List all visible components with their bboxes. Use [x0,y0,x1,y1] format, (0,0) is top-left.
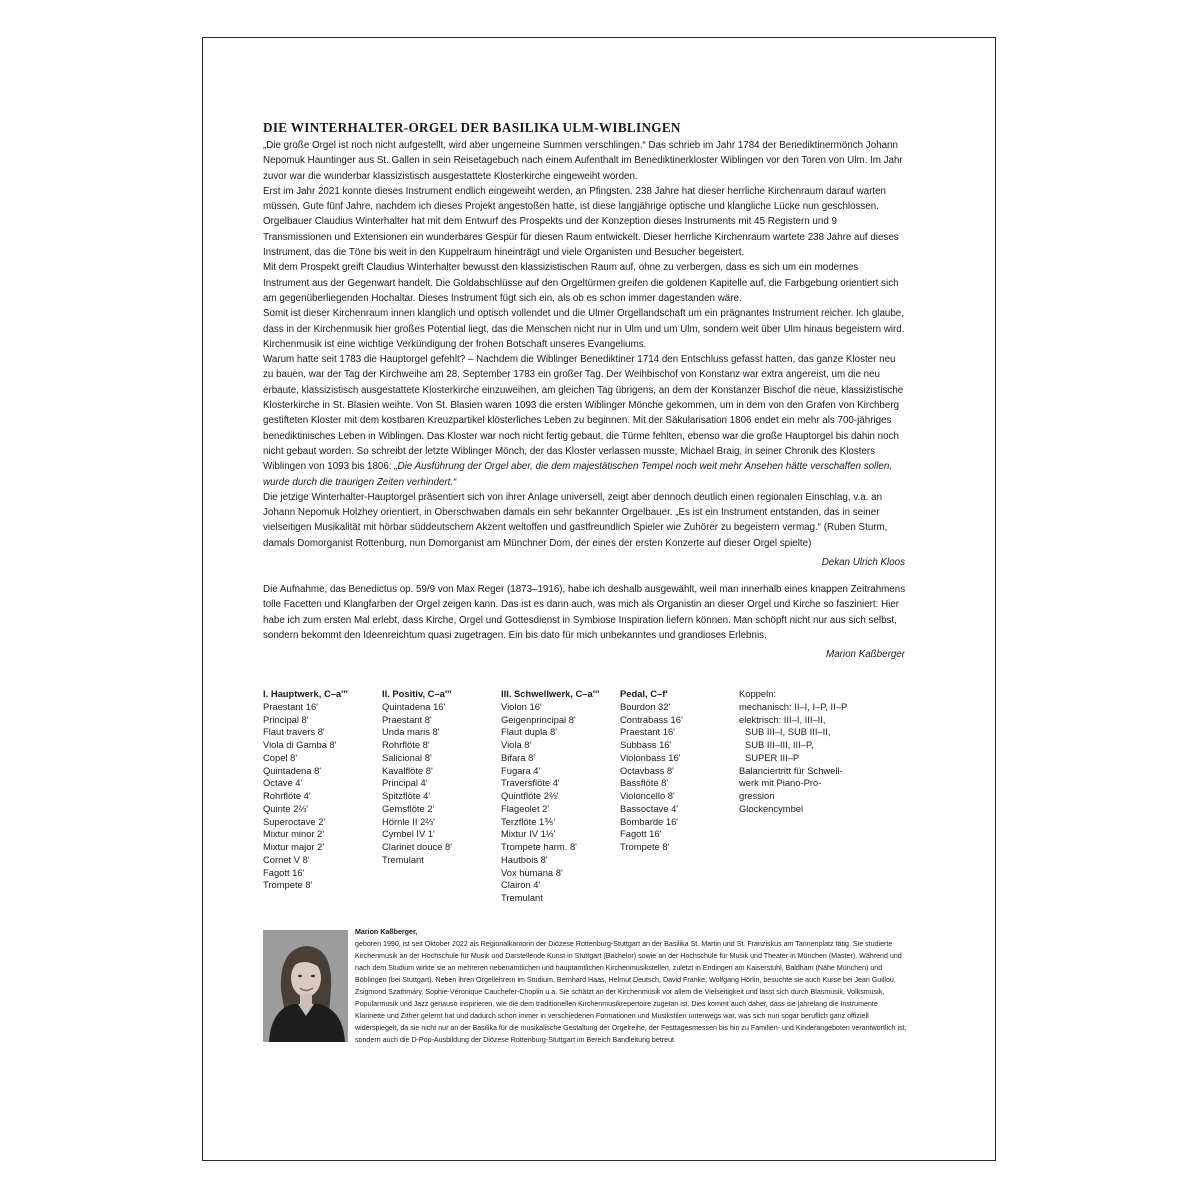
biography [263,927,906,1137]
article-paragraph: Somit ist dieser Kirchenraum innen klanglich und optisch vollendet und die Ulmer Orgellandschaft um ein prägnantes Instrument reicher. Ich glaube, dass in der Kirchenmusik hier großes Potential liegt, das die Menschen nicht nur in Ulm und um Ulm, sondern weit über Ulm hinaus begeistern wird. Kirchenmusik ist eine wichtige Verkündigung der frohen Botschaft unseres Evangeliums. [263,308,905,350]
article-title: DIE WINTERHALTER-ORGEL DER BASILIKA ULM-WIBLINGEN [263,120,681,135]
stop-item: Trompete harm. 8' [501,841,577,852]
division-heading: I. Hauptwerk, C–a''' [263,688,348,699]
stop-item: Tremulant [501,892,543,903]
stop-item: Quintadena 16' [382,700,446,712]
coupler-line: Glockencymbel [739,802,804,814]
stop-item: Clarinet douce 8' [382,841,453,852]
coupler-line: mechanisch: II–I, I–P, II–P [739,700,848,712]
stop-item: Cornet V 8' [263,853,310,865]
stop-item: Fugara 4' [501,764,541,776]
stop-item: Flaut travers 8' [263,726,325,738]
coupler-line: gression [739,790,775,801]
division-heading: II. Positiv, C–a''' [382,688,452,699]
stop-item: Quintflöte 2⅔' [501,790,559,801]
recording-signature: Marion Kaßberger [826,649,905,661]
stop-item: Bassflöte 8' [620,777,669,789]
couplers [739,688,847,816]
stop-item: Bombarde 16' [620,815,679,827]
stop-item: Flageolet 2' [501,802,550,814]
coupler-line: SUB III–III, III–P, [745,739,814,750]
biography-text [355,927,909,1047]
stop-item: Mixtur IV 1⅓' [501,828,556,840]
article-body [263,138,906,551]
stop-item: Traversflöte 4' [501,777,560,789]
stop-item: Kavalflöte 8' [382,764,433,776]
coupler-line: Balanciertritt für Schwell- [739,764,843,776]
stop-item: Violoncello 8' [620,790,675,801]
division-schwellwerk [501,688,599,905]
stop-item: Spitzflöte 4' [382,790,431,801]
stop-item: Mixtur minor 2' [263,828,325,840]
article-paragraph: Erst im Jahr 2021 konnte dieses Instrument endlich eingeweiht werden, an Pfingsten. 238 Jahre hat dieser herrliche Kirchenraum darauf warten müssen. Gute fünf Jahre, nachdem ich dieses Projekt angestoßen hatte, ist diese langjährige optische und klangliche Lücke nun geschlossen. Orgelbauer Claudius Winterhalter hat mit dem Entwurf des Prospekts und der Konzeption dieses Instruments mit 45 Registern und 9 Transmissionen und Extensionen ein wunderbares Gespür für diesen Raum entwickelt. Dieser herrliche Kirchenraum wartete 238 Jahre auf dieses Instrument, das die Töne bis weit in den Kuppelraum hineinträgt und viele Organisten und Besucher begeistert. [263,185,899,259]
division-hauptwerk [263,688,348,892]
article-paragraph: „Die große Orgel ist noch nicht aufgestellt, wird aber ungemeine Summen verschlingen.“ Das schrieb im Jahr 1784 der Benediktinermönch Johann Nepomuk Hauntinger aus St. Gallen in sein Reisetagebuch nach einem Aufenthalt im Benediktinerkloster Wiblingen vor den Toren von Ulm. Im Jahr zuvor war die wunderbar klassizistisch ausgestattete Klosterkirche eingeweiht worden. [263,140,903,182]
stop-item: Praestant 8' [382,713,432,725]
stop-item: Bifara 8' [501,751,536,763]
stop-item: Bassoctave 4' [620,802,679,814]
article-paragraph: Die jetzige Winterhalter-Hauptorgel präsentiert sich von ihrer Anlage universell, zeigt aber dennoch deutlich einen regionalen Einschlag, v.a. an Johann Nepomuk Holzhey orientiert, in Oberschwaben damals ein sehr bekannter Orgelbauer. „Es ist ein Instrument entstanden, das in seiner vielseitigen Musikalität mit hörbar süddeutschem Akzent weltoffen und gastfreundlich Spieler wie Zuhörer zu begeistern vermag.“ (Ruben Sturm, damals Domorganist Rottenburg, nun Domorganist am Münchner Dom, der eines der ersten Konzerte auf dieser Orgel spielte) [263,491,888,549]
booklet-page [202,37,996,1161]
stop-item: Bourdon 32' [620,700,671,712]
stop-item: Contrabass 16' [620,713,683,725]
stop-item: Terzflöte 1⅗' [501,815,556,827]
stop-item: Viola 8' [501,739,532,750]
recording-note [263,582,906,643]
biography-name: Marion Kaßberger, [355,928,418,936]
stop-item: Praestant 16' [620,726,675,738]
stop-item: Octave 4' [263,777,303,789]
stop-item: Principal 4' [382,777,428,789]
stop-item: Rohrflöte 8' [382,739,430,750]
stop-item: Superoctave 2' [263,815,326,827]
portrait-photo [263,930,348,1042]
portrait-image [263,930,348,1042]
couplers-heading: Koppeln: [739,688,777,699]
stop-item: Mixtur major 2' [263,841,325,852]
stop-item: Quintadena 8' [263,764,322,776]
article-signature: Dekan Ulrich Kloos [821,557,905,569]
stop-item: Hörnle II 2⅔' [382,815,435,827]
stop-item: Clairon 4' [501,879,541,891]
stop-item: Cymbel IV 1' [382,828,435,840]
stop-item: Copel 8' [263,751,298,763]
stop-item: Trompete 8' [620,841,670,852]
stop-item: Quinte 2⅔' [263,802,309,814]
article [263,121,906,662]
braig-quote: „Die Ausführung der Orgel aber, die dem majestätischen Tempel noch weit mehr Ansehen hätte verschaffen sollen, wurde durch die traurigen Zeiten verhindert.“ [263,461,893,488]
division-positiv [382,688,452,867]
stop-item: Flaut dupla 8' [501,726,557,738]
recording-text: Die Aufnahme, das Benedictus op. 59/9 von Max Reger (1873–1916), habe ich deshalb ausgewählt, weil man innerhalb eines knappen Zeitrahmens tolle Facetten und Klangfarben der Orgel zeigen kann. Das ist es dann auch, was mich als Organistin an dieser Orgel und Kirche so fasziniert: Hier habe ich zum ersten Mal erlebt, dass Kirche, Orgel und Gottesdienst in Symbiose Inspiration liefern können. Man schöpft nicht nur aus sich selbst, sondern bekommt den Ideenreichtum quasi zugetragen. Ein bis dato für mich unbekanntes und grandioses Erlebnis. [263,584,906,641]
stop-item: Violonbass 16' [620,751,681,763]
stop-item: Vox humana 8' [501,866,563,878]
stop-item: Salicional 8' [382,751,432,763]
division-heading: Pedal, C–f' [620,688,668,699]
stop-item: Viola di Gamba 8' [263,739,337,750]
stop-item: Fagott 16' [263,866,305,878]
article-paragraph: Mit dem Prospekt greift Claudius Winterhalter bewusst den klassizistischen Raum auf, ohne zu verbergen, dass es sich um ein modernes Instrument aus der Gegenwart handelt. Die Goldabschlüsse auf den Orgeltürmen greifen die goldenen Kapitelle auf, die Farbgebung orientiert sich am gegenüberliegenden Hochaltar. Dieses Instrument fügt sich ein, als ob es schon immer dagestanden wäre. [263,262,899,304]
stop-item: Geigenprincipal 8' [501,713,576,725]
stop-item: Gemsflöte 2' [382,802,435,814]
stop-item: Hautbois 8' [501,853,548,865]
coupler-line: SUB III–I, SUB III–II, [745,726,831,738]
stoplist [263,688,923,908]
division-heading: III. Schwellwerk, C–a''' [501,688,600,699]
stop-item: Unda maris 8' [382,726,440,738]
article-paragraph [263,352,906,490]
stop-item: Praestant 16' [263,700,318,712]
stop-item: Tremulant [382,853,424,865]
coupler-line: elektrisch: III–I, III–II, [739,713,826,725]
stop-item: Trompete 8' [263,879,313,891]
coupler-line: werk mit Piano-Pro- [739,777,822,789]
article-paragraph-text: Warum hatte seit 1783 die Hauptorgel gefehlt? – Nachdem die Wiblinger Benediktiner 1714 den Entschluss gefasst hatten, das ganze Kloster neu zu bauen, war der Tag der Kirchweihe am 28. September 1783 ein großer Tag. Der Weihbischof von Konstanz war extra angereist, um die neu erbaute, klassizistisch ausgestattete Klosterkirche einzuweihen, am gleichen Tag übrigens, an dem der Konstanzer Bischof die neue, klassizistische Klosterkirche in St. Blasien weihte. Von St. Blasien waren 1093 die ersten Wiblinger Mönche gekommen, um in dem von den Grafen von Kirchberg gestifteten Kloster mit dem kostbaren Kreuzpartikel klösterliches Leben zu beginnen. Mit der Säkularisation 1806 endet ein mehr als 700-jähriges benediktinisches Leben in Wiblingen. Das Kloster war noch nicht fertig gebaut, die Türme fehlten, ebenso war die große Hauptorgel bis dahin noch nicht gebaut worden. So schreibt der letzte Wiblinger Mönch, der das Kloster verlassen musste, Michael Braig, in seiner Chronik des Klosters Wiblingen von 1093 bis 1806: [263,354,904,473]
stop-item: Octavbass 8' [620,764,674,776]
stop-item: Violon 16' [501,700,542,712]
stop-item: Subbass 16' [620,739,672,750]
biography-body: geboren 1990, ist seit Oktober 2022 als Regionalkantorin der Diözese Rottenburg-Stuttgart an der Basilika St. Martin und St. Franziskus am Tannenplatz tätig. Sie studierte Kirchenmusik an der Hochschule für Musik und Darstellende Kunst in Stuttgart (Bachelor) sowie an der Hochschule für Musik und Theater in München (Master). Während und nach dem Studium wirkte sie an mehreren nebenamtlichen und hauptamtlichen Kirchenmusikstellen, zuletzt in Endingen am Kaiserstuhl, Baldham (Nähe München) und Böblingen (bei Stuttgart). Neben ihren Orgellehrern im Studium, Bernhard Haas, Helmut Deutsch, David Franke, Wolfgang Hörlin, besuchte sie auch Kurse bei Jean Guillou, Zsigmond Szathmáry, Sophie-Véronique Cauchefer-Choplin u.a. Sie schätzt an der Kirchenmusik vor allem die Vielseitigkeit und lässt sich durch Blasmusik, Volksmusik, Popularmusik und Jazz genauso inspirieren, wie die dem traditionellen Kirchenmusikrepertoire zugetan ist. Dies kommt auch daher, dass sie jahrelang die Instrumente Klarinette und Zither gelernt hat und dadurch schon immer in verschiedenen Formationen und Musikstilen unterwegs war, was sich nun sogar beruflich ganz offiziell widerspiegelt, da sie nicht nur an der Basilika für die musikalische Gestaltung der Orgelreihe, der Festtagesmessen bis hin zu Familien- und Kinderangeboten verantwortlich ist, sondern auch die D-Pop-Ausbildung der Diözese Rottenburg-Stuttgart im Bereich Bandleitung betreut. [355,939,907,1044]
stop-item: Fagott 16' [620,828,662,840]
stop-item: Principal 8' [263,713,309,725]
division-pedal [620,688,683,854]
stop-item: Rohrflöte 4' [263,790,311,801]
coupler-line: SUPER III–P [745,751,800,763]
